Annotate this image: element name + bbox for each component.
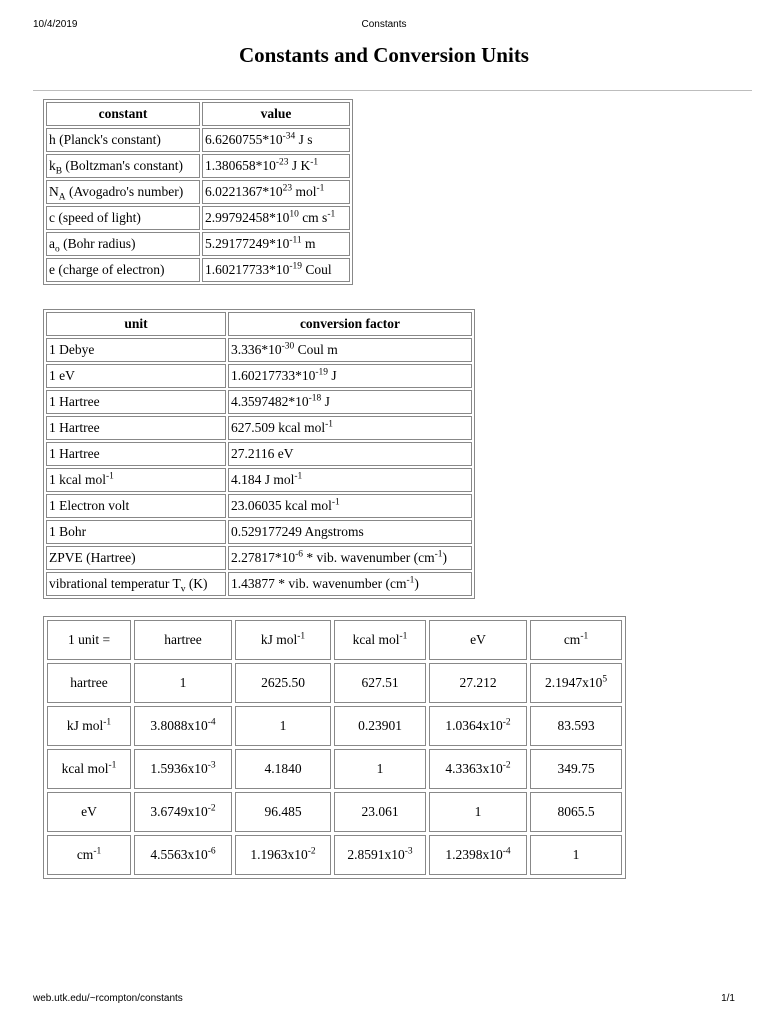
matrix-col-header: eV — [429, 620, 527, 660]
matrix-cell: $1.1963x10^{-2}$ — [235, 835, 331, 875]
matrix-col-header: $cm^{-1}$ — [530, 620, 622, 660]
matrix-cell: 1 — [134, 663, 232, 703]
matrix-row — [47, 749, 622, 789]
unit-name: 1 Electron volt — [46, 494, 226, 518]
header-constant: constant — [46, 102, 200, 126]
matrix-cell: 627.51 — [334, 663, 426, 703]
table-row — [46, 390, 472, 414]
conversion-header-row — [46, 312, 472, 336]
matrix-corner-cell: 1 unit = — [47, 620, 131, 660]
matrix-cell: $3.8088x10^{-4}$ — [134, 706, 232, 746]
constant-value: $2.99792458*10^{10}$ cm $s^{-1}$ — [202, 206, 350, 230]
matrix-cell: $4.5563x10^{-6}$ — [134, 835, 232, 875]
constant-name: $k_B$ (Boltzman's constant) — [46, 154, 200, 178]
matrix-row-label: eV — [47, 792, 131, 832]
table-row — [46, 468, 472, 492]
matrix-cell: 96.485 — [235, 792, 331, 832]
constant-value: $6.6260755*10^{-34}$ J s — [202, 128, 350, 152]
table-row — [46, 494, 472, 518]
conversion-factor: 23.06035 kcal mol$^{-1}$ — [228, 494, 472, 518]
matrix-row — [47, 663, 622, 703]
footer-page-number: 1/1 — [721, 993, 735, 1004]
table-row — [46, 546, 472, 570]
matrix-cell: $4.3363x10^{-2}$ — [429, 749, 527, 789]
unit-name: 1 Hartree — [46, 390, 226, 414]
header-unit: unit — [46, 312, 226, 336]
table-row — [46, 180, 350, 204]
matrix-cell: 1 — [235, 706, 331, 746]
constant-name: $N_A$ (Avogadro's number) — [46, 180, 200, 204]
table-row — [46, 232, 350, 256]
horizontal-rule — [33, 90, 752, 91]
unit-name: ZPVE (Hartree) — [46, 546, 226, 570]
table-row — [46, 154, 350, 178]
matrix-row — [47, 706, 622, 746]
matrix-cell: 1 — [530, 835, 622, 875]
matrix-cell: 1 — [429, 792, 527, 832]
table-row — [46, 128, 350, 152]
constant-value: $1.380658*10^{-23}$ J $K^{-1}$ — [202, 154, 350, 178]
header-conversion-factor: conversion factor — [228, 312, 472, 336]
matrix-col-header: kcal mol$^{-1}$ — [334, 620, 426, 660]
conversion-factor: $2.27817*10^{-6}$ * vib. wavenumber $(cm^{-1})$ — [228, 546, 472, 570]
unit-name: 1 Hartree — [46, 416, 226, 440]
page-title: Constants and Conversion Units — [239, 43, 529, 67]
matrix-cell: $2.1947x10^5$ — [530, 663, 622, 703]
matrix-cell: $1.5936x10^{-3}$ — [134, 749, 232, 789]
matrix-cell: 83.593 — [530, 706, 622, 746]
constant-name: e (charge of electron) — [46, 258, 200, 282]
table-row — [46, 258, 350, 282]
matrix-row-label: kcal mol$^{-1}$ — [47, 749, 131, 789]
matrix-cell: 2625.50 — [235, 663, 331, 703]
header-value: value — [202, 102, 350, 126]
table-row — [46, 364, 472, 388]
matrix-cell: $1.0364x10^{-2}$ — [429, 706, 527, 746]
matrix-cell: 349.75 — [530, 749, 622, 789]
matrix-col-header: hartree — [134, 620, 232, 660]
matrix-row-label: kJ mol$^{-1}$ — [47, 706, 131, 746]
table-row — [46, 572, 472, 596]
constants-table — [43, 99, 353, 285]
constant-value: $1.60217733*10^{-19}$ Coul — [202, 258, 350, 282]
matrix-cell: 23.061 — [334, 792, 426, 832]
unit-matrix-table — [43, 616, 626, 879]
matrix-row-label: $cm^{-1}$ — [47, 835, 131, 875]
matrix-row — [47, 835, 622, 875]
conversion-factor: 4.184 J mol$^{-1}$ — [228, 468, 472, 492]
matrix-cell: 8065.5 — [530, 792, 622, 832]
print-tab-title: Constants — [361, 19, 407, 30]
constants-header-row — [46, 102, 350, 126]
constant-name: c (speed of light) — [46, 206, 200, 230]
conversion-factor: 627.509 kcal mol$^{-1}$ — [228, 416, 472, 440]
constant-value: $5.29177249*10^{-11}$ m — [202, 232, 350, 256]
unit-name: 1 kcal mol$^{-1}$ — [46, 468, 226, 492]
matrix-cell: $3.6749x10^{-2}$ — [134, 792, 232, 832]
conversion-table — [43, 309, 475, 599]
unit-name: vibrational temperatur $T_v$ (K) — [46, 572, 226, 596]
print-date: 10/4/2019 — [33, 19, 78, 30]
table-row — [46, 338, 472, 362]
matrix-cell: $1.2398x10^{-4}$ — [429, 835, 527, 875]
constant-name: $a_o$ (Bohr radius) — [46, 232, 200, 256]
table-row — [46, 520, 472, 544]
matrix-row-label: hartree — [47, 663, 131, 703]
conversion-factor: $3.336*10^{-30}$ Coul m — [228, 338, 472, 362]
conversion-factor: $1.60217733*10^{-19}$ J — [228, 364, 472, 388]
matrix-col-header: kJ mol$^{-1}$ — [235, 620, 331, 660]
conversion-factor: 27.2116 eV — [228, 442, 472, 466]
conversion-factor: $4.3597482*10^{-18}$ J — [228, 390, 472, 414]
matrix-cell: 1 — [334, 749, 426, 789]
unit-name: 1 Bohr — [46, 520, 226, 544]
matrix-cell: 4.1840 — [235, 749, 331, 789]
footer-url: web.utk.edu/~rcompton/constants — [33, 993, 183, 1004]
unit-name: 1 eV — [46, 364, 226, 388]
matrix-row — [47, 792, 622, 832]
conversion-factor: 1.43877 * vib. wavenumber $(cm^{-1})$ — [228, 572, 472, 596]
table-row — [46, 206, 350, 230]
constant-value: $6.0221367*10^{23}$ mol$^{-1}$ — [202, 180, 350, 204]
constant-name: h (Planck's constant) — [46, 128, 200, 152]
matrix-cell: 0.23901 — [334, 706, 426, 746]
unit-name: 1 Hartree — [46, 442, 226, 466]
table-row — [46, 416, 472, 440]
matrix-header-row — [47, 620, 622, 660]
matrix-cell: $2.8591x10^{-3}$ — [334, 835, 426, 875]
unit-name: 1 Debye — [46, 338, 226, 362]
conversion-factor: 0.529177249 Angstroms — [228, 520, 472, 544]
table-row — [46, 442, 472, 466]
matrix-cell: 27.212 — [429, 663, 527, 703]
